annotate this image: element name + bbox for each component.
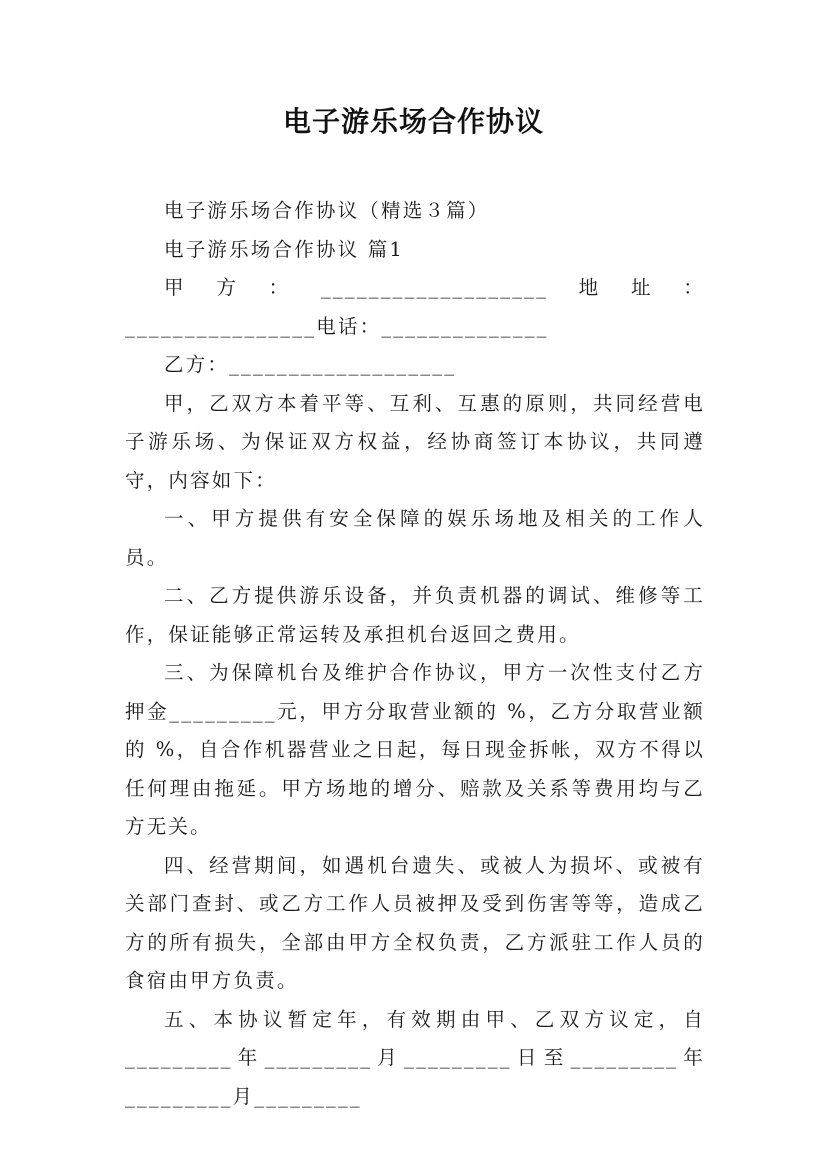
paragraph-clause-1: 一、甲方提供有安全保障的娱乐场地及相关的工作人员。 — [125, 507, 705, 569]
paragraph-subtitle: 电子游乐场合作协议（精选３篇） — [164, 199, 490, 222]
paragraph-clause-5: 五、本协议暂定年，有效期由甲、乙双方议定，自_________年_________月_________日至_________年_________月_________ — [125, 1007, 705, 1108]
paragraph-clause-4: 四、经营期间，如遇机台遗失、或被人为损坏、或被有关部门查封、或乙方工作人员被押及受到伤害等等，造成乙方的所有损失，全部由甲方全权负责，乙方派驻工作人员的食宿由甲方负责。 — [125, 853, 705, 992]
paragraph-party-a: 甲方：___________________地址：________________电话：______________ — [125, 276, 705, 338]
paragraph-clause-2: 二、乙方提供游乐设备，并负责机器的调试、维修等工作，保证能够正常运转及承担机台返回之费用。 — [125, 584, 705, 646]
document-title: 电子游乐场合作协议 — [282, 105, 544, 138]
paragraph-part-heading: 电子游乐场合作协议 篇1 — [164, 237, 405, 261]
paragraph-clause-3: 三、为保障机台及维护合作协议，甲方一次性支付乙方押金_________元，甲方分取营业额的 %，乙方分取营业额的 %，自合作机器营业之日起，每日现金拆帐，双方不得以任何理由拖延。甲方场地的增分、赔款及关系等费用均与乙方无关。 — [125, 661, 705, 838]
paragraph-party-b: 乙方：___________________ — [164, 353, 457, 376]
document-body — [125, 192, 705, 1116]
paragraph-preamble: 甲，乙双方本着平等、互利、互惠的原则，共同经营电子游乐场、为保证双方权益，经协商签订本协议，共同遵守，内容如下： — [125, 391, 705, 492]
